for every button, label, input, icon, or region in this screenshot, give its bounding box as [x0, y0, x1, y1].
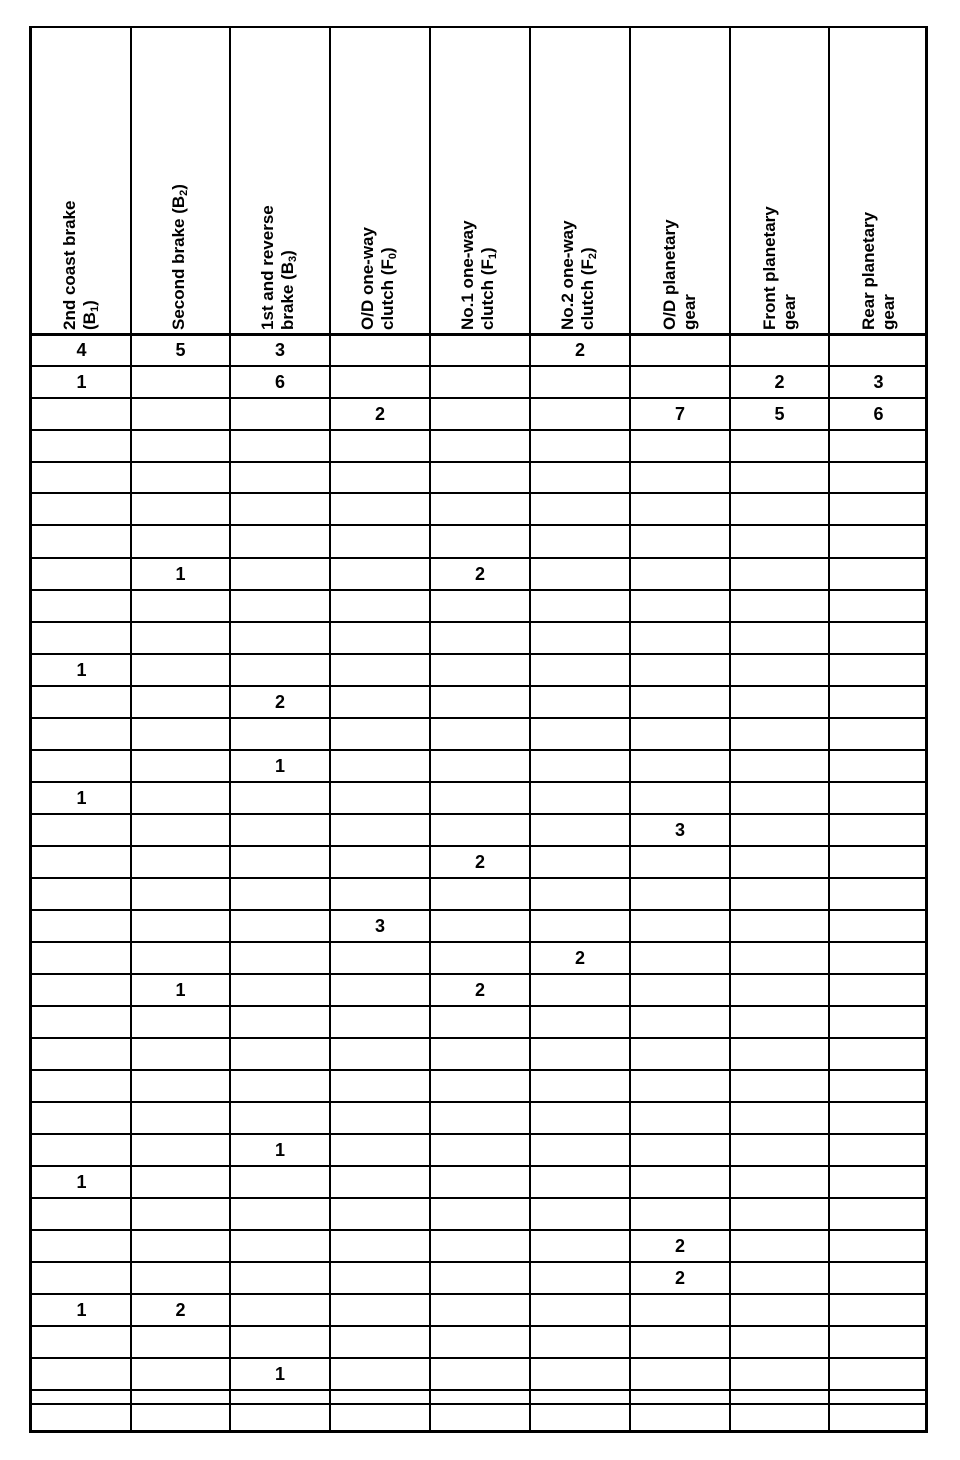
table-cell: 2: [674, 1235, 685, 1256]
table-cell: 1: [274, 755, 285, 776]
table-cell: 2: [374, 403, 385, 424]
table-cell: 2: [274, 691, 285, 712]
row-divider: [32, 429, 925, 431]
row-divider: [32, 653, 925, 655]
row-divider: [32, 781, 925, 783]
row-divider: [32, 813, 925, 815]
table-cell: 1: [76, 659, 87, 680]
row-divider: [32, 1403, 925, 1405]
table-cell: 1: [274, 1363, 285, 1384]
table-cell: 2: [574, 947, 585, 968]
row-divider: [32, 621, 925, 623]
table-cell: 1: [175, 979, 186, 1000]
row-divider: [32, 1037, 925, 1039]
table-cell: 2: [474, 979, 485, 1000]
column-header: Front planetary gear: [760, 206, 799, 330]
table-cell: 5: [774, 403, 785, 424]
table-cell: 6: [873, 403, 884, 424]
table-cell: 1: [76, 1299, 87, 1320]
table-cell: 3: [274, 339, 285, 360]
table-cell: 2: [474, 563, 485, 584]
table-cell: 1: [76, 787, 87, 808]
table-cell: 3: [674, 819, 685, 840]
column-header: Rear planetary gear: [859, 211, 898, 330]
column-header: O/D one-way clutch $(F_0)$: [357, 227, 399, 330]
table-cell: 6: [274, 371, 285, 392]
table-cell: 1: [274, 1139, 285, 1160]
table-cell: 3: [374, 915, 385, 936]
row-divider: [32, 717, 925, 719]
row-divider: [32, 1197, 925, 1199]
table-cell: 2: [674, 1267, 685, 1288]
column-header: No.2 one-way clutch $(F_2)$: [557, 220, 599, 330]
row-divider: [32, 1261, 925, 1263]
column-header: O/D planetary gear: [660, 219, 699, 330]
row-divider: [32, 524, 925, 526]
row-divider: [32, 1165, 925, 1167]
row-divider: [32, 1325, 925, 1327]
row-divider: [32, 1005, 925, 1007]
column-header: Second brake $(B_2)$: [168, 184, 190, 330]
table-cell: 1: [76, 371, 87, 392]
table-cell: 2: [175, 1299, 186, 1320]
row-divider: [32, 909, 925, 911]
row-divider: [32, 1357, 925, 1359]
row-divider: [32, 461, 925, 463]
row-divider: [32, 877, 925, 879]
row-divider: [32, 1229, 925, 1231]
table-cell: 2: [474, 851, 485, 872]
table-cell: 2: [774, 371, 785, 392]
row-divider: [32, 749, 925, 751]
table-cell: 4: [76, 339, 87, 360]
row-divider: [32, 1101, 925, 1103]
row-divider: [32, 1133, 925, 1135]
row-divider: [32, 492, 925, 494]
table-cell: 3: [873, 371, 884, 392]
table-cell: 7: [674, 403, 685, 424]
table-cell: 1: [175, 563, 186, 584]
table-cell: 2: [574, 339, 585, 360]
table-cell: 5: [175, 339, 186, 360]
row-divider: [32, 1069, 925, 1071]
column-header: 2nd coast brake $(B_1)$: [59, 200, 101, 330]
table-cell: 1: [76, 1171, 87, 1192]
row-divider: [32, 1389, 925, 1391]
column-header: No.1 one-way clutch $(F_1)$: [457, 220, 499, 330]
row-divider: [32, 685, 925, 687]
component-table: [29, 26, 928, 1433]
row-divider: [32, 589, 925, 591]
column-header: 1st and reverse brake $(B_3)$: [257, 205, 299, 330]
row-divider: [32, 941, 925, 943]
